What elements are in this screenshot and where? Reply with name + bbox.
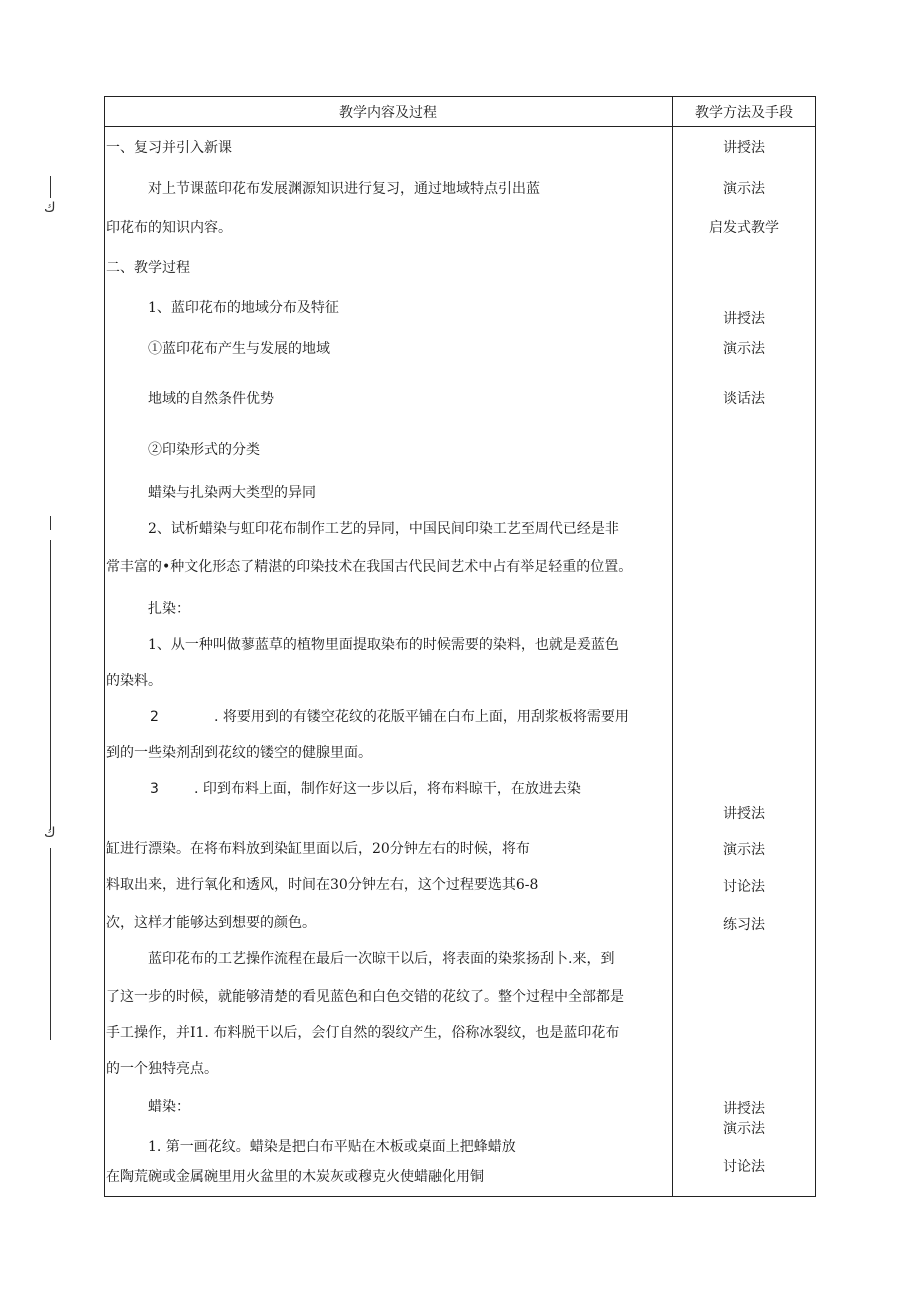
step-number: 3 (150, 781, 159, 797)
method-item: 讲授法 (723, 311, 765, 327)
method-item: 练习法 (723, 917, 765, 933)
section-heading-review: 一、复习并引入新课 (106, 140, 232, 156)
content-line: 手工操作，并I1. 布料脱干以后，会仃自然的裂纹产生，俗称冰裂纹，也是蓝印花布 (106, 1025, 620, 1041)
content-line: . 印到布料上面，制作好这一步以后，将布料晾干，在放进去染 (194, 781, 581, 797)
content-column-header: 教学内容及过程 (339, 105, 437, 121)
content-line: 料取出来，进行氧化和透风，时间在30分钟左右，这个过程要选其6-8 (106, 877, 539, 893)
content-line: 次，这样才能够达到想要的颜色。 (106, 915, 316, 931)
binding-line-low (50, 848, 52, 1040)
content-line: 印花布的知识内容。 (106, 220, 232, 236)
method-item: 讨论法 (723, 1159, 765, 1175)
method-item: 演示法 (723, 842, 765, 858)
column-divider (672, 96, 673, 1197)
content-line: 1、蓝印花布的地域分布及特征 (148, 300, 339, 316)
content-line: 缸进行漂染。在将布料放到染缸里面以后，20分钟左右的时候，将布 (106, 841, 530, 857)
content-line: 对上节课蓝印花布发展渊源知识进行复习，通过地域特点引出蓝 (148, 181, 540, 197)
binding-hook-low: ك (44, 825, 56, 841)
content-line: 在陶荒碗或金属碗里用火盆里的木炭灰或穆克火使蜡融化用铜 (106, 1169, 484, 1185)
method-item: 讲授法 (723, 806, 765, 822)
method-item: 谈话法 (723, 391, 765, 407)
method-column-header: 教学方法及手段 (695, 105, 793, 121)
content-line: 的染料。 (106, 673, 162, 689)
binding-line-top (50, 176, 52, 198)
method-item: 讲授法 (723, 1101, 765, 1117)
step-number: 2 (150, 709, 159, 725)
method-item: 讲授法 (723, 140, 765, 156)
content-line: 的一个独特亮点。 (106, 1061, 218, 1077)
content-line: 扎染： (148, 601, 190, 617)
header-divider (104, 126, 816, 127)
content-line: 蜡染与扎染两大类型的异同 (148, 485, 316, 501)
content-line: 2、试析蜡染与虹印花布制作工艺的异同，中国民间印染工艺至周代已经是非 (148, 521, 619, 537)
binding-hook-top: ك (44, 200, 56, 216)
content-line: 蜡染： (148, 1099, 190, 1115)
content-line: 地域的自然条件优势 (148, 391, 274, 407)
method-item: 讨论法 (723, 879, 765, 895)
content-line: 常丰富的•种文化形态了精湛的印染技术在我国古代民间艺术中占有举足轻重的位置。 (106, 559, 633, 575)
content-line: 了这一步的时候，就能够清楚的看见蓝色和白色交错的花纹了。整个过程中全部都是 (106, 989, 624, 1005)
binding-line-mid (50, 516, 52, 530)
content-line: ①蓝印花布产生与发展的地域 (148, 341, 330, 357)
binding-line-mid-2 (50, 540, 52, 830)
content-line: ②印染形式的分类 (148, 442, 260, 458)
method-item: 启发式教学 (709, 220, 779, 236)
content-line: 1. 第一画花纹。蜡染是把白布平贴在木板或桌面上把蜂蜡放 (148, 1139, 516, 1155)
content-line: 蓝印花布的工艺操作流程在最后一次晾干以后，将表面的染浆扬刮卜.来，到 (148, 951, 615, 967)
section-heading-process: 二、教学过程 (106, 260, 190, 276)
method-item: 演示法 (723, 181, 765, 197)
method-item: 演示法 (723, 341, 765, 357)
content-line: . 将要用到的有镂空花纹的花版平铺在白布上面，用刮浆板将需要用 (214, 709, 629, 725)
method-item: 演示法 (723, 1121, 765, 1137)
content-line: 到的一些染剂刮到花纹的镂空的健腺里面。 (106, 745, 372, 761)
content-line: 1、从一种叫做蓼蓝草的植物里面提取染布的时候需要的染料，也就是爰蓝色 (148, 637, 619, 653)
